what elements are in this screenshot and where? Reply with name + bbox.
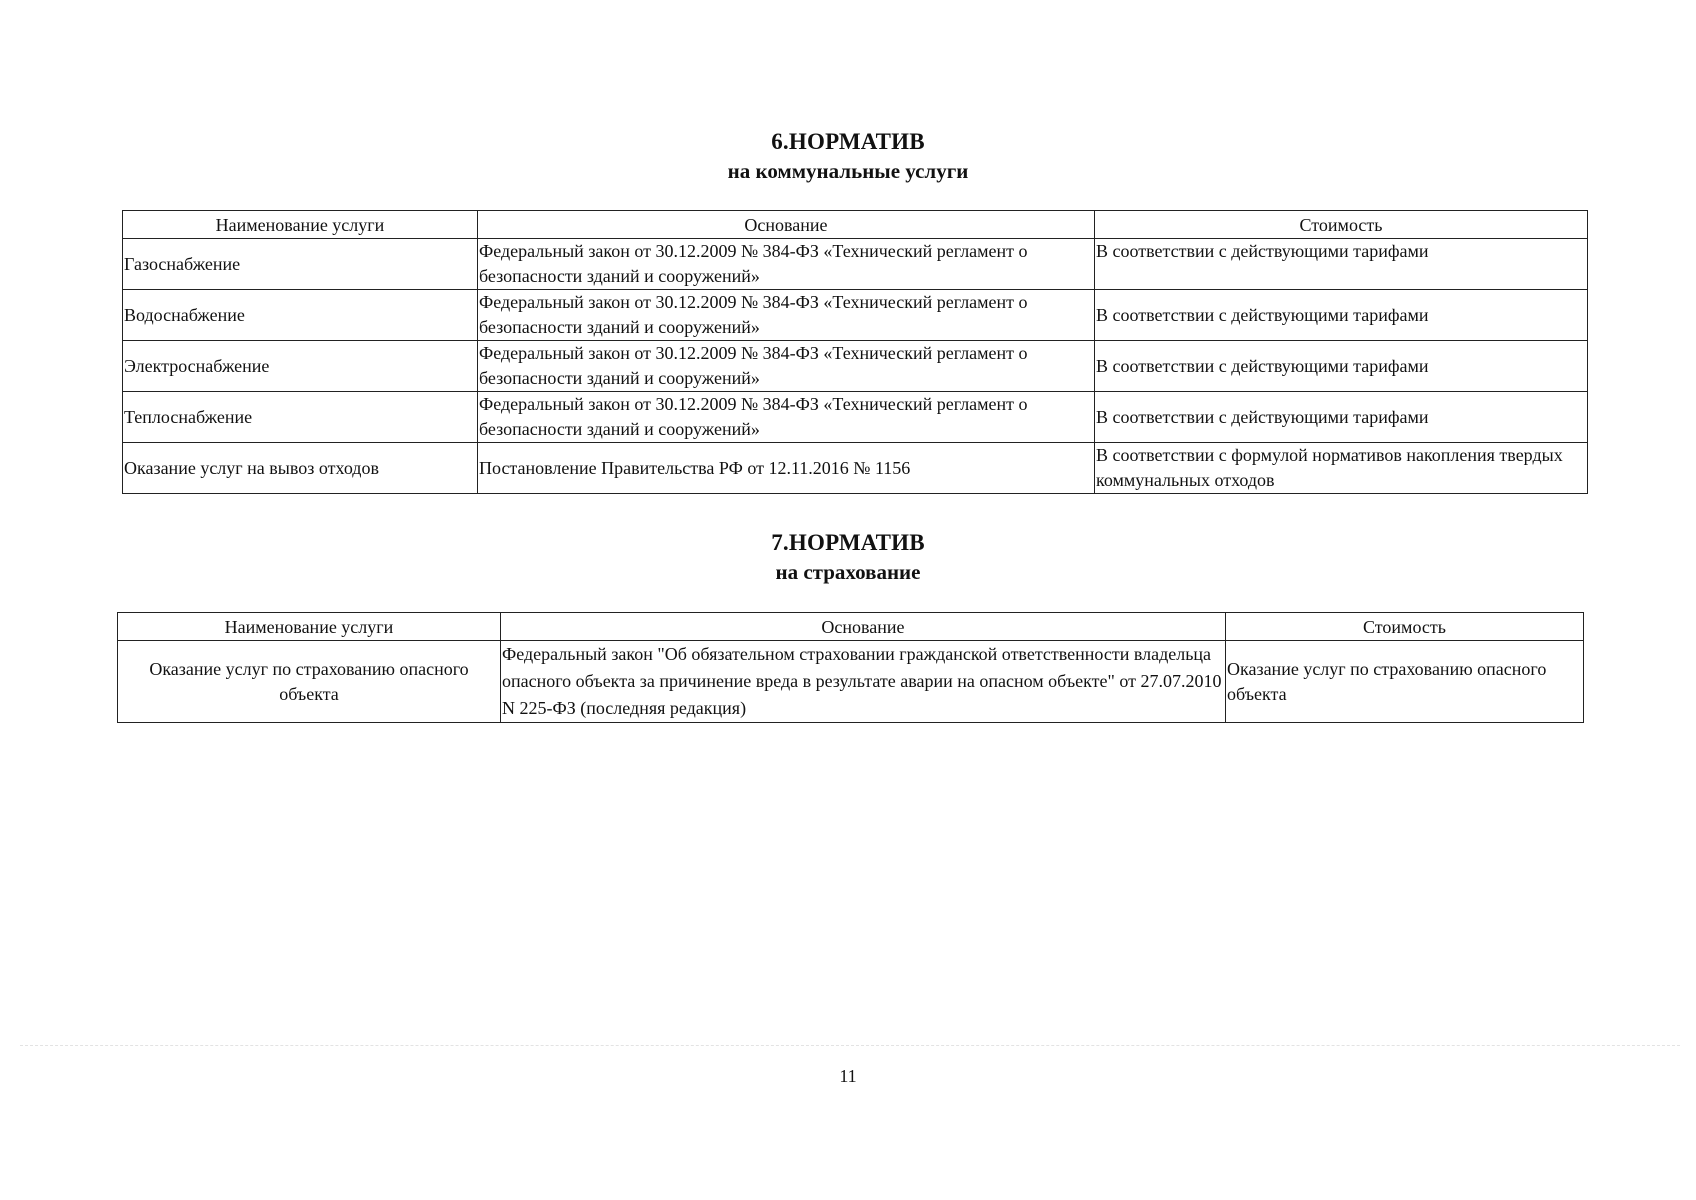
- cost-cell: В соответствии с действующими тарифами: [1095, 290, 1588, 341]
- basis-cell: Федеральный закон от 30.12.2009 № 384-ФЗ «Технический регламент о безопасности зданий и сооружений»: [478, 341, 1095, 392]
- section-6-subtitle: на коммунальные услуги: [727, 159, 969, 184]
- basis-cell: Федеральный закон от 30.12.2009 № 384-ФЗ «Технический регламент о безопасности зданий и сооружений»: [478, 392, 1095, 443]
- column-header-cost: Стоимость: [1095, 211, 1588, 239]
- section-7-heading: [0, 530, 1696, 585]
- table-row: [123, 341, 1588, 392]
- service-name-cell: Водоснабжение: [123, 290, 478, 341]
- cost-cell: В соответствии с формулой нормативов накопления твердых коммунальных отходов: [1095, 443, 1588, 494]
- table-row: [123, 392, 1588, 443]
- column-header-service: Наименование услуги: [123, 211, 478, 239]
- table-row: [123, 239, 1588, 290]
- cost-cell: Оказание услуг по страхованию опасного объекта: [1226, 641, 1584, 723]
- basis-cell: Федеральный закон от 30.12.2009 № 384-ФЗ «Технический регламент о безопасности зданий и сооружений»: [478, 239, 1095, 290]
- service-name-cell: Оказание услуг по страхованию опасного объекта: [118, 641, 501, 723]
- service-name-cell: Теплоснабжение: [123, 392, 478, 443]
- page-number: 11: [839, 1066, 857, 1086]
- column-header-service: Наименование услуги: [118, 613, 501, 641]
- basis-cell: Постановление Правительства РФ от 12.11.2016 № 1156: [478, 443, 1095, 494]
- insurance-table: [117, 612, 1584, 723]
- column-header-basis: Основание: [501, 613, 1226, 641]
- service-name-cell: Газоснабжение: [123, 239, 478, 290]
- service-name-cell: Электроснабжение: [123, 341, 478, 392]
- table-row: [123, 443, 1588, 494]
- basis-cell: Федеральный закон от 30.12.2009 № 384-ФЗ «Технический регламент о безопасности зданий и сооружений»: [478, 290, 1095, 341]
- cost-cell: В соответствии с действующими тарифами: [1095, 239, 1588, 290]
- table-header-row: [123, 211, 1588, 239]
- page-footer-divider: [20, 1045, 1680, 1046]
- section-7-subtitle: на страхование: [775, 560, 921, 585]
- section-6-title: 6.НОРМАТИВ: [771, 129, 925, 154]
- section-7-title: 7.НОРМАТИВ: [771, 530, 925, 555]
- column-header-basis: Основание: [478, 211, 1095, 239]
- utilities-table: [122, 210, 1588, 494]
- table-row: [123, 290, 1588, 341]
- cost-cell: В соответствии с действующими тарифами: [1095, 392, 1588, 443]
- basis-cell: Федеральный закон "Об обязательном страховании гражданской ответственности владельца опасного объекта за причинение вреда в результате аварии на опасном объекте" от 27.07.2010 N 225-ФЗ (последняя редакция): [501, 641, 1226, 723]
- table-row: [118, 641, 1584, 723]
- cost-cell: В соответствии с действующими тарифами: [1095, 341, 1588, 392]
- column-header-cost: Стоимость: [1226, 613, 1584, 641]
- service-name-cell: Оказание услуг на вывоз отходов: [123, 443, 478, 494]
- section-6-heading: [0, 129, 1696, 184]
- table-header-row: [118, 613, 1584, 641]
